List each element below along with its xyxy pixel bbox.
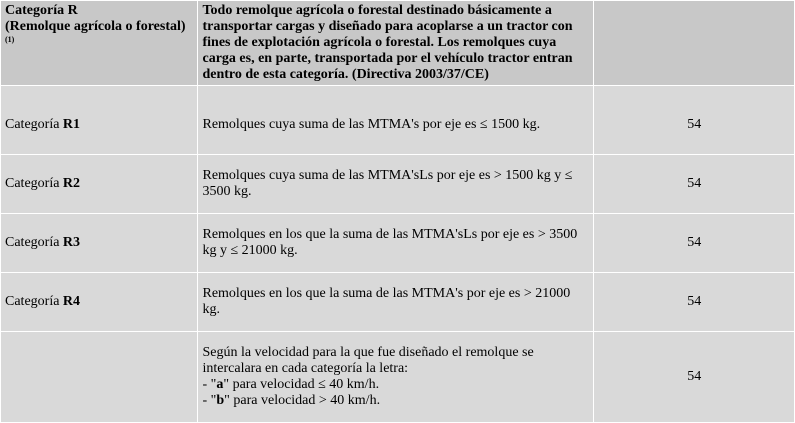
number-cell: 54 [594,273,794,331]
category-code: R4 [62,294,81,309]
table-row [1,273,794,331]
category-code: R1 [62,117,81,132]
table-row [1,155,794,213]
table-row [1,86,794,154]
number-cell: 54 [594,332,794,422]
category-cell [1,214,197,272]
category-cell [1,155,197,213]
speed-letter-cell [198,332,593,422]
category-cell [1,86,197,154]
table-header-row [1,1,794,85]
header-category-title: Categoría R [5,3,78,18]
category-code: R3 [62,235,81,250]
number-cell: 54 [594,86,794,154]
number-cell: 54 [594,155,794,213]
description-cell: Remolques en los que la suma de las MTMA's por eje es > 21000 kg. [198,273,593,331]
header-category-subtitle: (Remolque agrícola o forestal) [5,19,186,34]
table-row [1,214,794,272]
category-prefix: Categoría [5,294,63,309]
description-cell: Remolques cuya suma de las MTMA'sLs por eje es > 1500 kg y ≤ 3500 kg. [198,155,593,213]
category-code: R2 [62,176,81,191]
header-footnote-mark: (1) [5,35,15,44]
description-cell: Remolques cuya suma de las MTMA's por eje es ≤ 1500 kg. [198,86,593,154]
speed-intro-text: Según la velocidad para la que fue diseñado el remolque se intercalara en cada categoría la letra: [202,345,534,376]
table-row [1,332,794,422]
category-prefix: Categoría [5,235,63,250]
category-prefix: Categoría [5,117,63,132]
number-cell: 54 [594,214,794,272]
description-cell: Remolques en los que la suma de las MTMA'sLs por eje es > 3500 kg y ≤ 21000 kg. [198,214,593,272]
header-empty-cell [594,1,794,85]
category-prefix: Categoría [5,176,63,191]
empty-category-cell [1,332,197,422]
speed-option-b: - "b" para velocidad > 40 km/h. [202,393,381,408]
header-category-cell [1,1,197,85]
header-definition-cell: Todo remolque agrícola o forestal destinado básicamente a transportar cargas y diseñado para acoplarse a un tractor con fines de explotación agrícola o forestal. Los remolques cuya carga es, en parte, transportada por el vehículo tractor entran dentro de esta categoría. (Directiva 2003/37/CE) [198,1,593,85]
speed-option-a: - "a" para velocidad ≤ 40 km/h. [202,377,380,392]
category-cell [1,273,197,331]
